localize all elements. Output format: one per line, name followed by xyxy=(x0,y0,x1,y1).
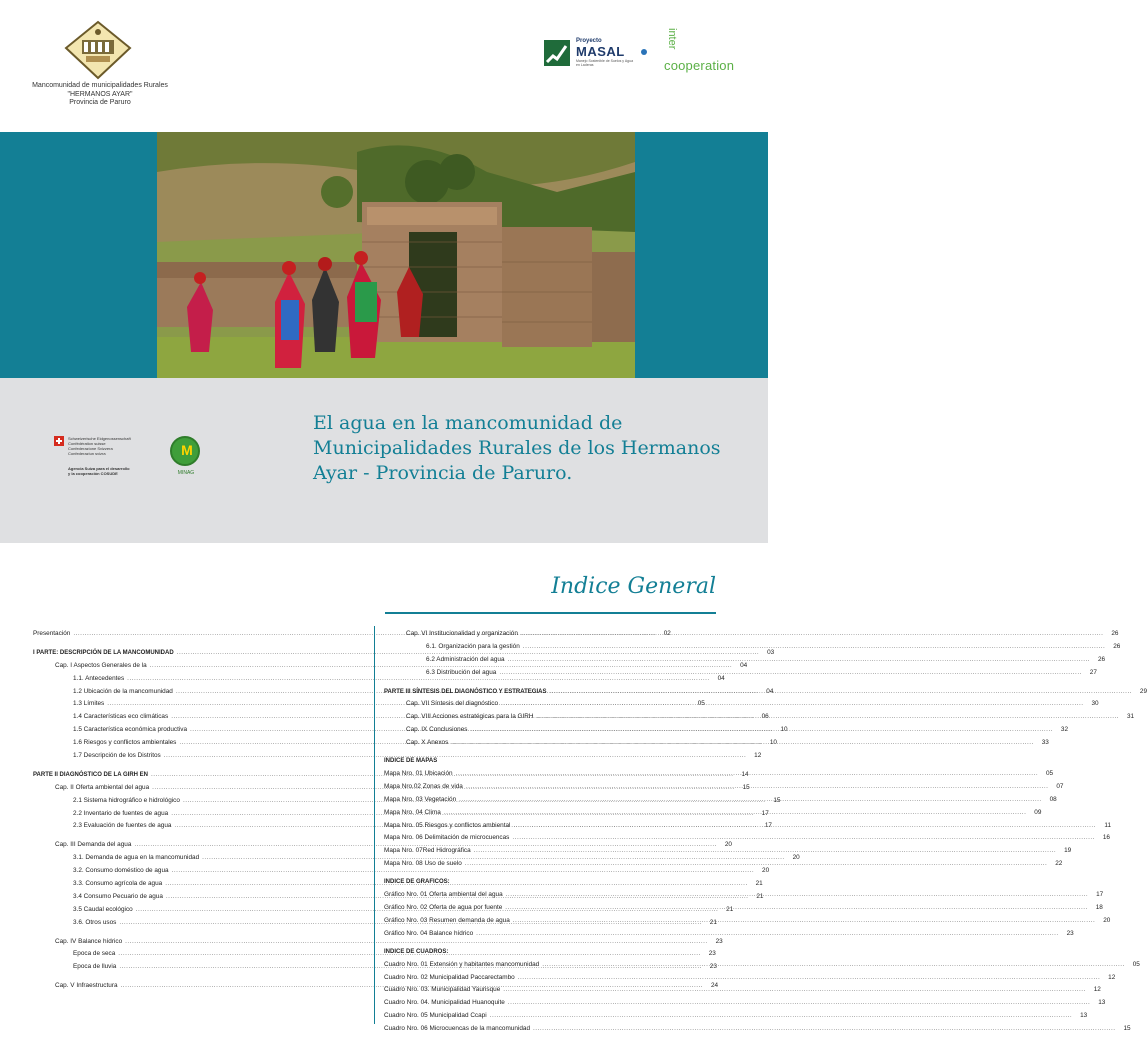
toc-entry-page: 07 xyxy=(1056,782,1064,790)
toc-entry-label: 6.3 Distribución del agua xyxy=(426,668,497,676)
toc-entry-label: Cap. I Aspectos Generales de la xyxy=(55,661,147,669)
toc-leader-dots xyxy=(508,656,1091,663)
toc-leader-dots xyxy=(521,630,1104,637)
toc-leader-dots xyxy=(499,669,1082,676)
toc-leader-dots xyxy=(506,891,1089,898)
toc-entry-page: 20 xyxy=(1103,916,1111,924)
toc-leader-dots xyxy=(549,688,1132,695)
toc-entry-page: 04 xyxy=(740,661,748,669)
swiss-cooperation-logo xyxy=(54,434,154,484)
toc-entry-label: 1.2 Ubicación de la mancomunidad xyxy=(73,687,173,695)
toc-entry-label: Cap. VIII Acciones estratégicas para la GIRH xyxy=(406,713,534,721)
toc-entry-page: 26 xyxy=(1097,655,1106,663)
toc-entry-page: 04 xyxy=(717,674,725,682)
org-line-2: "HERMANOS AYAR" xyxy=(67,90,133,98)
toc-entry-page: 30 xyxy=(1091,700,1099,708)
toc-entry-page: 20 xyxy=(762,867,770,875)
toc-entry-label: 3.5 Caudal ecológico xyxy=(73,905,133,913)
toc-entry-label: Cuadro Nro. 02 Municipalidad Paccarectambo xyxy=(384,973,515,981)
toc-entry-page: 29 xyxy=(1139,687,1147,695)
toc-entry-page: 23 xyxy=(715,937,723,945)
organization-name xyxy=(0,82,200,108)
toc-leader-dots xyxy=(476,930,1059,937)
toc-entry-page: 21 xyxy=(755,880,763,888)
toc-entry-label: INDICE DE CUADROS: xyxy=(384,948,449,955)
toc-entry-label: Cap. X Anexos xyxy=(406,739,449,747)
toc-entry-page: 05 xyxy=(1046,770,1054,778)
masal-subtitle: Manejo Sostenible de Suelos y Agua en Laderas xyxy=(576,59,634,67)
toc-entry-page: 20 xyxy=(724,841,732,849)
inter-bottom-text: cooperation xyxy=(664,58,735,73)
toc-leader-dots xyxy=(474,847,1057,854)
toc-leader-dots xyxy=(512,834,1095,841)
toc-leader-dots xyxy=(518,974,1101,981)
toc-entry-label: Mapa Nro. 05 Riesgos y conflictos ambiental xyxy=(384,821,511,829)
toc-entry[interactable] xyxy=(384,1012,1088,1025)
toc-entry-label: Cuadro Nro. 03. Municipalidad Yaurisque xyxy=(384,986,501,994)
toc-entry-page: 20 xyxy=(792,854,800,862)
toc-entry-label: Mapa Nro.02 Zonas de vida xyxy=(384,782,463,790)
toc-leader-dots xyxy=(537,713,1120,720)
toc-entry-label: Mapa Nro. 06 Delimitación de microcuencas xyxy=(384,834,510,842)
toc-entry[interactable] xyxy=(384,949,708,961)
toc-leader-dots xyxy=(456,770,1039,777)
toc-entry-label: 1.7 Descripción de los Distritos xyxy=(73,752,161,760)
toc-entry-page: 24 xyxy=(710,982,719,990)
toc-entry-label: 3.2. Consumo doméstico de agua xyxy=(73,867,169,875)
toc-entry-page: 15 xyxy=(1123,1025,1131,1033)
toc-entry-label: 1.3 Límites xyxy=(73,700,105,708)
toc-entry-page: 13 xyxy=(1098,999,1106,1007)
toc-entry-label: Presentación xyxy=(33,630,71,637)
separator-dot xyxy=(641,49,647,55)
toc-entry-page: 15 xyxy=(773,796,781,804)
toc-entry-page: 02 xyxy=(663,630,671,637)
toc-entry-label: Cap. IX Conclusiones xyxy=(406,726,468,734)
toc-leader-dots xyxy=(513,822,1096,829)
toc-entry-label: Mapa Nro. 03 Vegetación xyxy=(384,795,457,803)
toc-leader-dots xyxy=(503,986,1086,993)
minag-letter: M xyxy=(181,442,193,458)
toc-entry-label: Cap. II Oferta ambiental del agua xyxy=(55,783,150,791)
toc-entry-page: 31 xyxy=(1126,713,1135,721)
toc-entry-label: Epoca de lluvia xyxy=(73,963,117,971)
toc-entry-page: 08 xyxy=(1049,795,1057,803)
org-line-3: Provincia de Paruro xyxy=(69,99,131,106)
toc-entry-page: 23 xyxy=(708,950,716,958)
toc-leader-dots xyxy=(470,726,1053,733)
swiss-confederation-text: Schweizerische Eidgenossenschaft Confédération suisse Confederazione Svizzera Confederaziun svizra xyxy=(68,436,131,456)
cover-photo xyxy=(157,132,635,378)
toc-leader-dots xyxy=(444,809,1027,816)
index-heading: Indice General xyxy=(551,574,716,599)
toc-entry-label: Mapa Nro. 04 Clima xyxy=(384,808,441,816)
toc-entry-page: 21 xyxy=(756,892,764,900)
masal-mark-icon xyxy=(544,40,570,66)
toc-leader-dots xyxy=(508,999,1091,1006)
toc-entry-label: Mapa Nro. 08 Uso de suelo xyxy=(384,860,462,868)
toc-entry-label: Epoca de seca xyxy=(73,950,116,958)
toc-entry-label: Mapa Nro. 07Red Hidrográfica xyxy=(384,847,471,855)
mancomunidad-logo xyxy=(64,20,132,80)
toc-entry-label: Mapa Nro. 01 Ubicación xyxy=(384,770,453,778)
toc-entry-page: 32 xyxy=(1060,726,1069,734)
toc-leader-dots xyxy=(542,961,1125,971)
toc-entry[interactable] xyxy=(33,937,723,951)
cosude-text: Agencia Suiza para el desarrollo y la cooperación COSUDE xyxy=(68,466,130,476)
toc-entry-page: 14 xyxy=(741,770,749,778)
page-header xyxy=(0,0,768,132)
toc-entry-label: Cuadro Nro. 01 Extensión y habitantes mancomunidad xyxy=(384,960,540,968)
toc-leader-dots xyxy=(465,860,1048,867)
inter-top-text: inter xyxy=(666,28,678,50)
toc-entry-page: 27 xyxy=(1089,668,1097,676)
document-title: El agua en la mancomunidad de Municipalidades Rurales de los Hermanos Ayar - Provincia de Paruro. xyxy=(313,412,721,484)
toc-leader-dots xyxy=(523,643,1106,650)
toc-leader-dots xyxy=(501,700,1084,707)
intercooperation-logo xyxy=(664,28,744,74)
toc-entry-page: 23 xyxy=(709,963,717,971)
toc-entry-page: 17 xyxy=(764,822,772,830)
toc-entry-label: 1.6 Riesgos y conflictos ambientales xyxy=(73,739,177,747)
toc-entry-label: 3.6. Otros usos xyxy=(73,918,117,926)
inca-ruins-image xyxy=(157,132,635,378)
toc-entry-page: 21 xyxy=(726,905,734,913)
toc-entry-page: 06 xyxy=(761,713,769,721)
toc-entry[interactable] xyxy=(384,700,1099,713)
toc-entry-label: Cap. V Infraestructura xyxy=(55,982,118,990)
toc-entry-label: I PARTE: DESCRIPCIÓN DE LA MANCOMUNIDAD xyxy=(33,649,174,656)
toc-entry-label: PARTE III SÍNTESIS DEL DIAGNÓSTICO Y ESTRATEGIAS xyxy=(384,688,547,695)
toc-entry-page: 05 xyxy=(1132,960,1140,968)
toc-entry-label: 3.1. Demanda de agua en la mancomunidad xyxy=(73,854,200,862)
toc-entry[interactable] xyxy=(384,1025,1131,1038)
toc-entry-label: 3.4 Consumo Pecuario de agua xyxy=(73,892,163,900)
minag-label: MINAG xyxy=(177,470,195,476)
toc-entry[interactable] xyxy=(384,999,1106,1012)
toc-entry-label: PARTE II DIAGNÓSTICO DE LA GIRH EN xyxy=(33,771,149,778)
toc-entry-page: 23 xyxy=(1066,929,1074,937)
masal-logo xyxy=(544,38,634,68)
toc-entry-label: Gráfico Nro. 02 Oferta de agua por fuente xyxy=(384,904,503,912)
toc-leader-dots xyxy=(533,1025,1116,1032)
toc-entry-page: 10 xyxy=(780,726,788,734)
index-rule xyxy=(385,612,716,614)
toc-entry[interactable] xyxy=(384,929,1074,943)
toc-entry-label: 2.3 Evaluación de fuentes de agua xyxy=(73,822,172,830)
masal-name: MASAL xyxy=(576,44,625,59)
toc-entry-page: 04 xyxy=(766,687,774,695)
toc-entry-label: 6.1. Organización para la gestión xyxy=(426,642,520,650)
toc-entry-page: 12 xyxy=(1093,986,1101,994)
toc-entry[interactable] xyxy=(384,879,708,891)
toc-entry-label: Gráfico Nro. 01 Oferta ambiental del agua xyxy=(384,891,503,899)
toc-entry-page: 09 xyxy=(1034,808,1042,816)
toc-entry-label: Cap. VI Institucionalidad y organización xyxy=(406,630,518,637)
toc-entry-page: 12 xyxy=(1108,973,1116,981)
toc-entry-page: 15 xyxy=(742,783,750,791)
toc-entry-page: 26 xyxy=(1111,630,1119,637)
toc-entry-label: Cuadro Nro. 06 Microcuencas de la mancomunidad xyxy=(384,1025,530,1033)
toc-entry-label: Cap. IV Balance hídrico xyxy=(55,937,123,945)
toc-entry[interactable] xyxy=(33,674,725,688)
toc-entry-label: Cuadro Nro. 04. Municipalidad Huanoquite xyxy=(384,999,505,1007)
toc-entry-label: Cap. VII Síntesis del diagnóstico xyxy=(406,700,499,708)
masal-prefix: Proyecto xyxy=(576,38,602,44)
toc-entry-label: Cuadro Nro. 05 Municipalidad Ccapi xyxy=(384,1012,487,1020)
toc-leader-dots xyxy=(513,917,1096,924)
toc-entry-page: 26 xyxy=(1113,642,1121,650)
toc-entry-label: INDICE DE GRAFICOS: xyxy=(384,879,450,886)
toc-entry-page: 17 xyxy=(1096,891,1104,899)
toc-entry-page: 18 xyxy=(1095,904,1103,912)
toc-entry-page: 16 xyxy=(1102,834,1110,842)
toc-entry[interactable] xyxy=(384,758,708,770)
toc-entry-label: 1.4 Características eco climáticas xyxy=(73,713,169,721)
swiss-flag-icon xyxy=(54,436,64,446)
toc-entry-page: 13 xyxy=(1080,1012,1088,1020)
toc-entry-page: 10 xyxy=(769,739,777,747)
toc-entry-page: 05 xyxy=(697,700,705,708)
toc-entry-page: 21 xyxy=(709,918,717,926)
toc-entry-label: 1.1. Antecedentes xyxy=(73,674,125,682)
toc-entry-label: 1.5 Característica económica productiva xyxy=(73,726,188,734)
toc-entry-page: 03 xyxy=(767,648,775,656)
toc-entry[interactable] xyxy=(384,630,1119,643)
org-line-1: Mancomunidad de municipalidades Rurales xyxy=(32,82,168,89)
toc-entry-label: 2.2 Inventario de fuentes de agua xyxy=(73,809,169,817)
toc-entry-label: INDICE DE MAPAS xyxy=(384,758,438,765)
minag-emblem-icon xyxy=(170,436,200,466)
toc-entry[interactable] xyxy=(33,867,770,880)
toc-entry-page: 17 xyxy=(761,809,769,817)
toc-leader-dots xyxy=(505,904,1088,911)
toc-entry-label: Cap. III Demanda del agua xyxy=(55,841,132,849)
toc-entry-label: 2.1 Sistema hidrográfico e hidrológico xyxy=(73,796,180,804)
toc-leader-dots xyxy=(490,1012,1073,1019)
toc-leader-dots xyxy=(466,783,1049,790)
toc-entry-page: 11 xyxy=(1104,821,1111,829)
toc-entry-page: 22 xyxy=(1055,860,1063,868)
toc-entry-page: 12 xyxy=(754,752,762,760)
toc-entry-label: 6.2 Administración del agua xyxy=(426,655,505,663)
toc-leader-dots xyxy=(451,739,1034,746)
toc-entry-label: Gráfico Nro. 03 Resumen demanda de agua xyxy=(384,916,510,924)
toc-entry-page: 19 xyxy=(1064,847,1072,855)
toc-entry-label: 3.3. Consumo agrícola de agua xyxy=(73,880,163,888)
toc-leader-dots xyxy=(459,796,1042,803)
toc-entry-page: 33 xyxy=(1041,739,1049,747)
column-divider xyxy=(374,626,375,1024)
minag-logo xyxy=(166,436,206,486)
toc-entry-label: Gráfico Nro. 04 Balance hídrico xyxy=(384,929,474,937)
